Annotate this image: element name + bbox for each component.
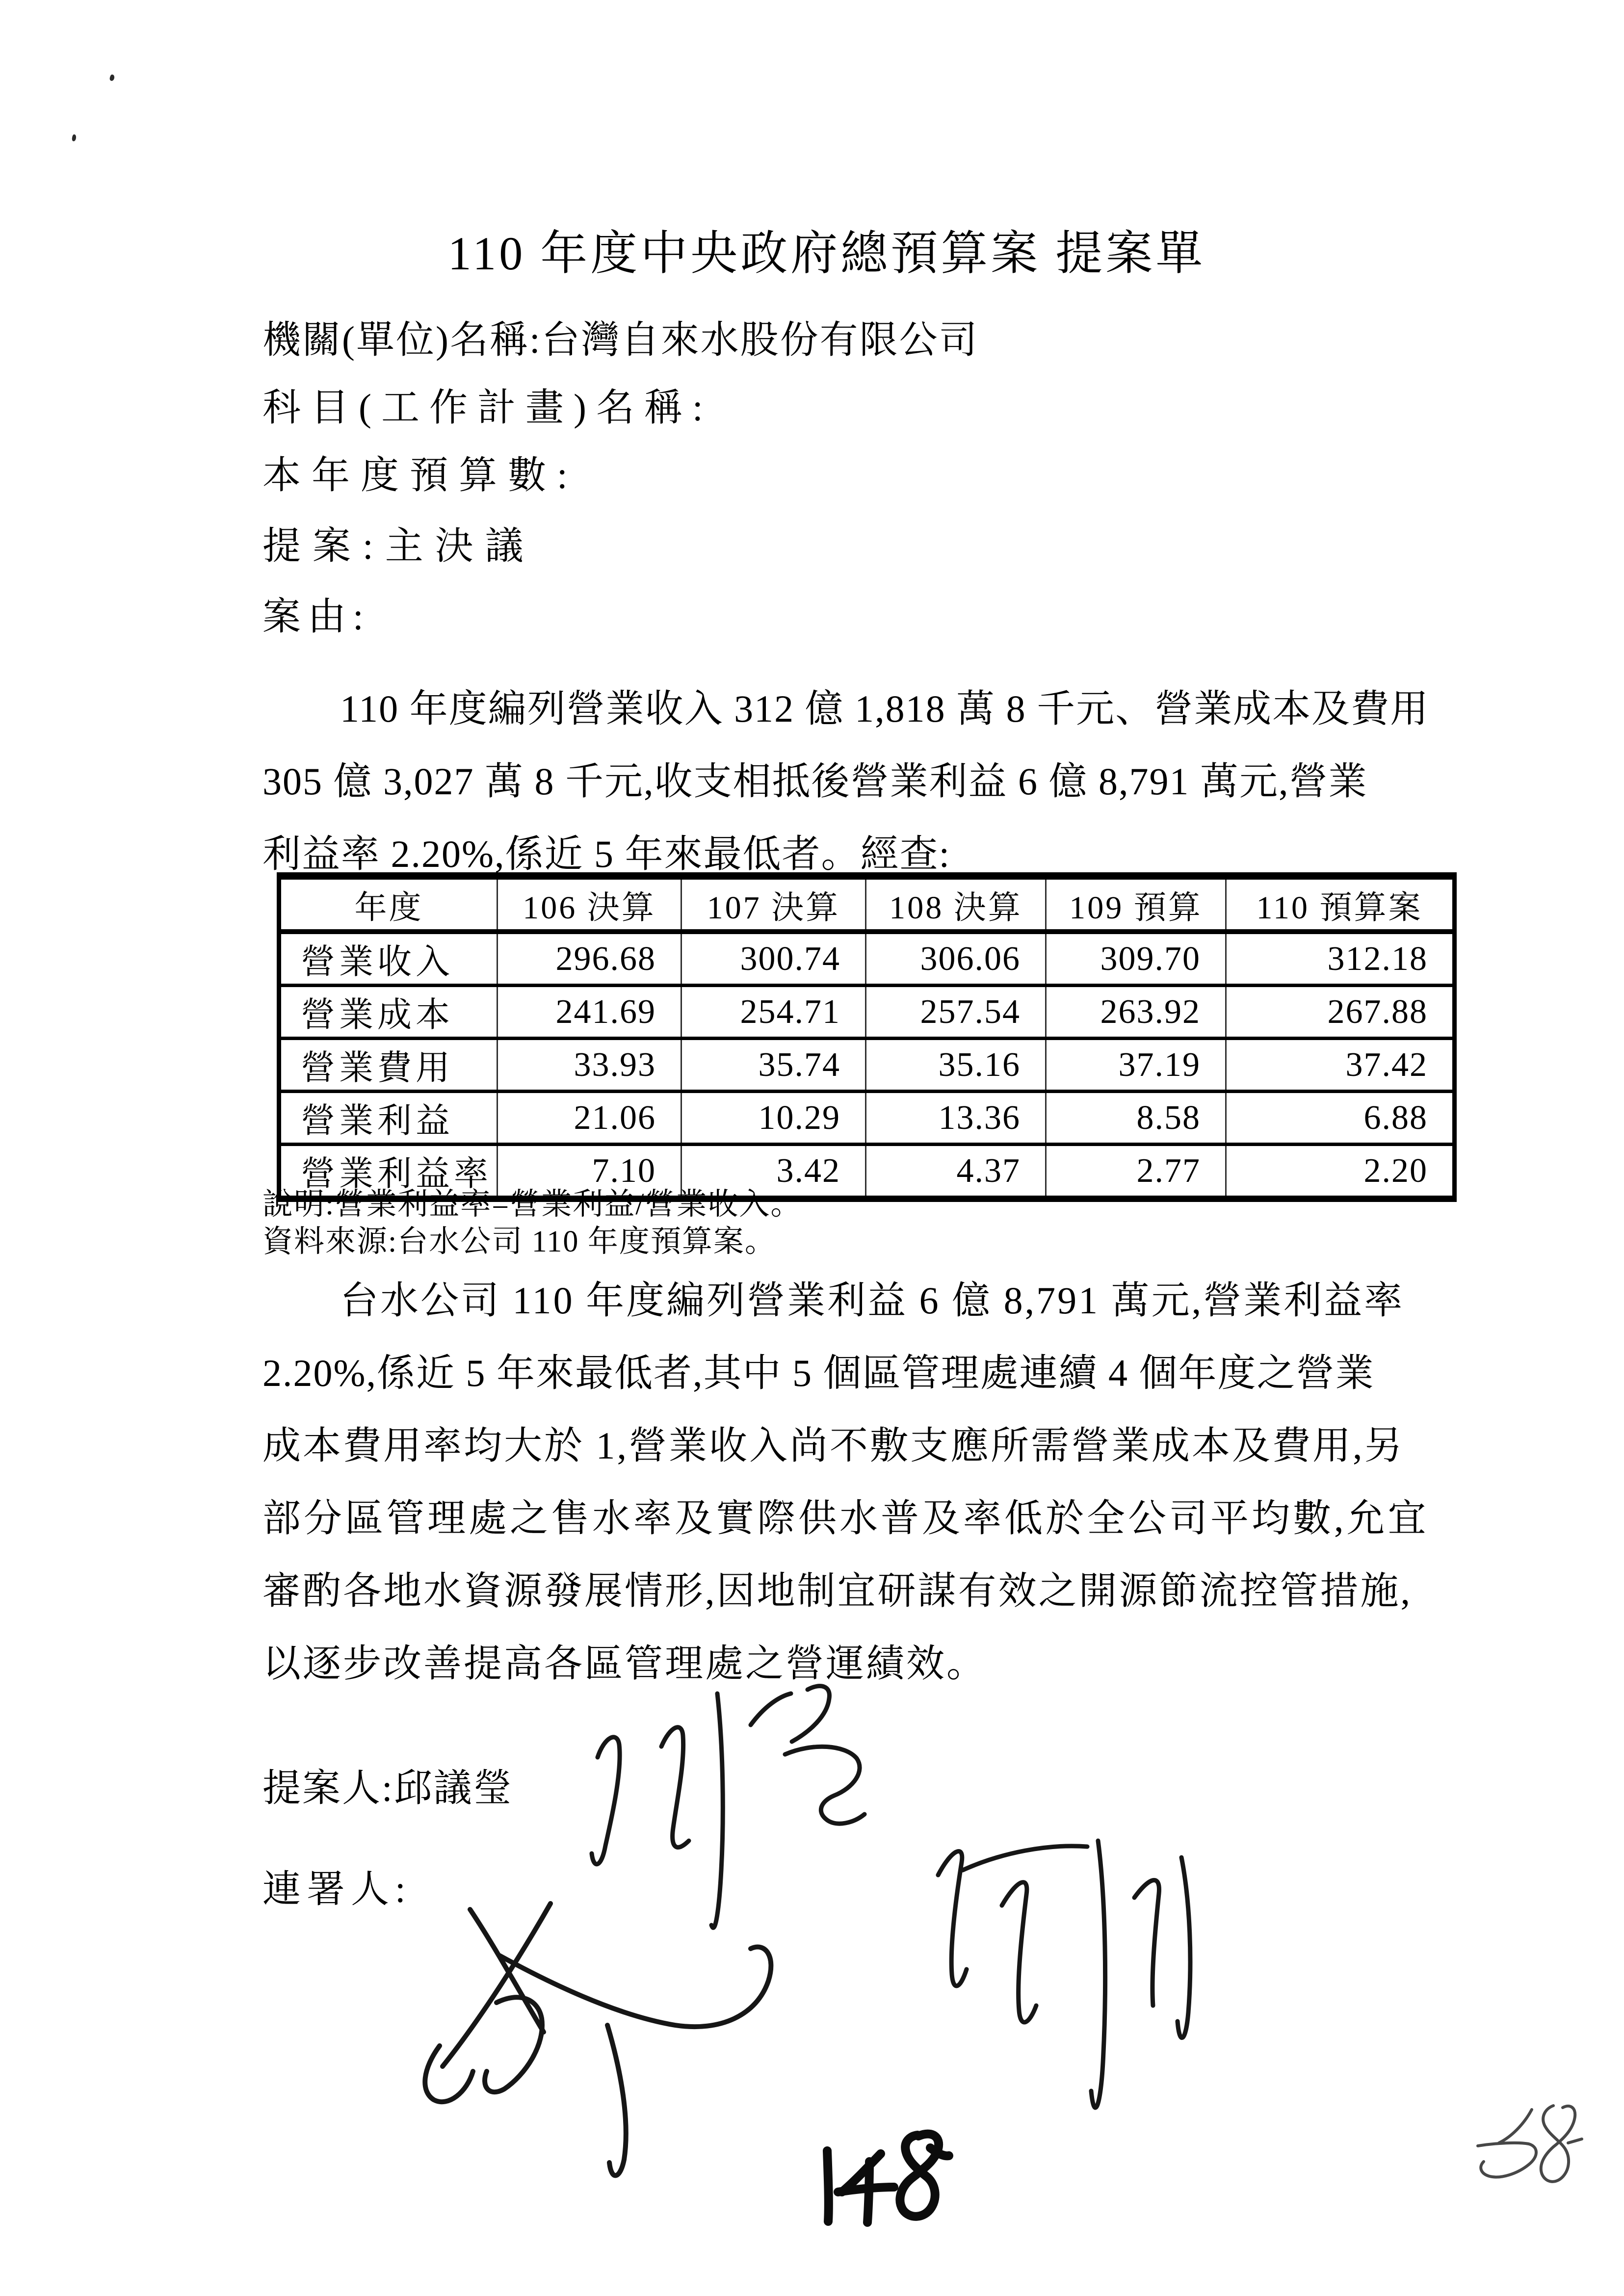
cell-value: 10.29 [681, 1092, 866, 1145]
cell-value: 33.93 [498, 1039, 681, 1092]
row-label: 營業費用 [279, 1039, 498, 1092]
paragraph1-line1: 110 年度編列營業收入 312 億 1,818 萬 8 千元、營業成本及費用 [340, 687, 1430, 730]
cell-value: 257.54 [866, 986, 1046, 1039]
page-title: 110 年度中央政府總預算案 提案單 [447, 227, 1206, 280]
table-note-formula: 說明:營業利益率=營業利益/營業收入。 [262, 1188, 802, 1221]
field-current-budget: 本年度預算數: [262, 454, 578, 496]
paragraph1-line2: 305 億 3,027 萬 8 千元,收支相抵後營業利益 6 億 8,791 萬元,營業 [262, 760, 1368, 803]
cell-value: 296.68 [498, 932, 681, 986]
row-label: 營業成本 [279, 986, 498, 1039]
cell-value: 21.06 [498, 1092, 681, 1145]
scan-speck [109, 74, 115, 81]
cell-value: 35.74 [681, 1039, 866, 1092]
row-label: 營業利益 [279, 1092, 498, 1145]
cell-value: 35.16 [866, 1039, 1046, 1092]
table-note-source: 資料來源:台水公司 110 年度預算案。 [262, 1225, 776, 1258]
cell-value: 8.58 [1046, 1092, 1226, 1145]
five-year-operating-table [277, 872, 1457, 1202]
cell-value: 7.10 [498, 1145, 681, 1199]
cell-value: 13.36 [866, 1092, 1046, 1145]
row-label: 營業利益率 [279, 1145, 498, 1199]
cell-value: 241.69 [498, 986, 681, 1039]
cell-value: 37.19 [1046, 1039, 1226, 1092]
paragraph2-line6: 以逐步改善提高各區管理處之營運績效。 [262, 1642, 987, 1685]
table-header-110: 110 預算案 [1226, 876, 1455, 932]
paragraph1-line3: 利益率 2.20%,係近 5 年來最低者。經查: [262, 833, 951, 875]
field-case-reason: 案由: [262, 595, 370, 638]
cell-value: 309.70 [1046, 932, 1226, 986]
row-label: 營業收入 [301, 943, 454, 981]
table-header-106: 106 決算 [498, 876, 681, 932]
paragraph2-line5: 審酌各地水資源發展情形,因地制宜研謀有效之開源節流控管措施, [262, 1569, 1413, 1612]
field-proposal-type: 提案:主決議 [262, 524, 535, 567]
cell-value: 254.71 [681, 986, 866, 1039]
table-header-row [279, 876, 1455, 932]
proposer-signature [592, 1686, 864, 1928]
field-agency-name: 機關(單位)名稱:台灣自來水股份有限公司 [262, 318, 979, 361]
handwritten-corner-number [1478, 2106, 1582, 2182]
cell-value: 2.77 [1046, 1145, 1226, 1199]
paragraph2-line4: 部分區管理處之售水率及實際供水普及率低於全公司平均數,允宜 [262, 1497, 1429, 1539]
cell-value: 2.20 [1226, 1145, 1455, 1199]
paragraph2-line3: 成本費用率均大於 1,營業收入尚不敷支應所需營業成本及費用,另 [262, 1424, 1405, 1467]
table-row-operating-expense [279, 1039, 1455, 1092]
cell-value: 263.92 [1046, 986, 1226, 1039]
cell-value: 4.37 [866, 1145, 1046, 1199]
cell-value: 312.18 [1226, 932, 1455, 986]
cell-value: 267.88 [1226, 986, 1455, 1039]
table-row-operating-cost [279, 986, 1455, 1039]
table-header-year: 年度 [279, 876, 498, 932]
cell-value: 37.42 [1226, 1039, 1455, 1092]
cosigner-signature-right [938, 1841, 1190, 2108]
paragraph2-line1: 台水公司 110 年度編列營業利益 6 億 8,791 萬元,營業利益率 [340, 1279, 1405, 1322]
proposer-line: 提案人:邱議瑩 [262, 1767, 513, 1809]
table-header-107: 107 決算 [681, 876, 866, 932]
handwritten-page-number [827, 2134, 949, 2222]
cell-value: 306.06 [866, 932, 1046, 986]
cosigner-line: 連署人: [262, 1868, 412, 1910]
table-row-operating-revenue [279, 932, 1455, 986]
table-row-operating-profit [279, 1092, 1455, 1145]
table-header-108: 108 決算 [866, 876, 1046, 932]
cosigner-signature-left [425, 1904, 771, 2175]
cell-value: 300.74 [681, 932, 866, 986]
cell-value: 6.88 [1226, 1092, 1455, 1145]
scan-speck [72, 134, 77, 141]
field-subject-name: 科目(工作計畫)名稱: [262, 386, 713, 429]
table-header-109: 109 預算 [1046, 876, 1226, 932]
cell-value: 3.42 [681, 1145, 866, 1199]
paragraph2-line2: 2.20%,係近 5 年來最低者,其中 5 個區管理處連續 4 個年度之營業 [262, 1352, 1375, 1394]
